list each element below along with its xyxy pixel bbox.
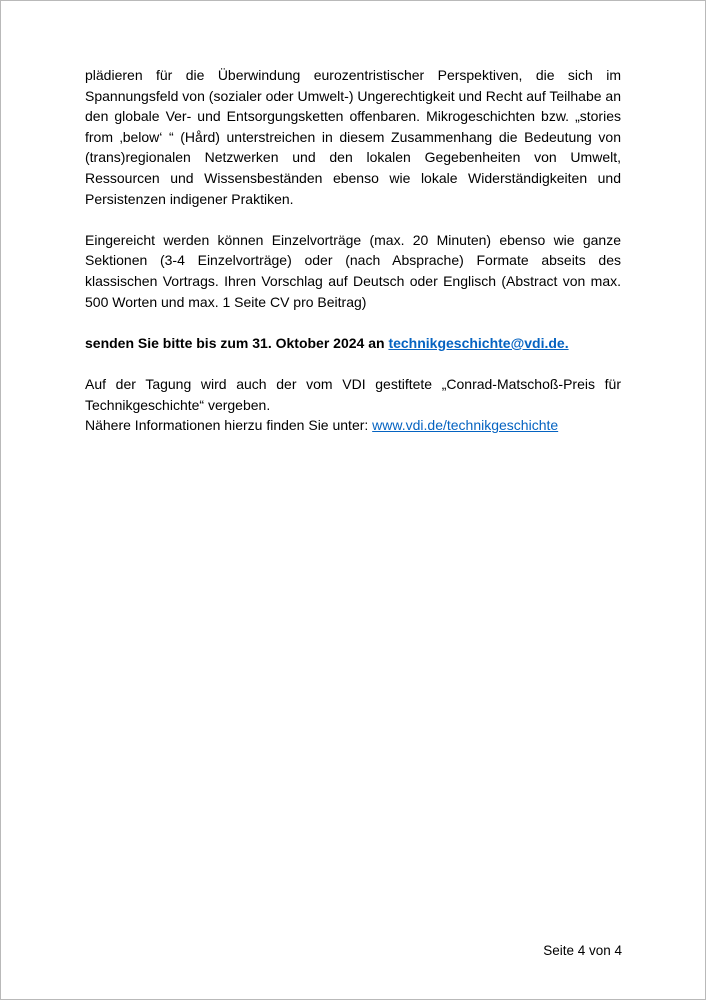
deadline-line (85, 333, 621, 354)
deadline-bold-text: senden Sie bitte bis zum 31. Oktober 2024 an (85, 334, 389, 351)
email-link[interactable]: technikgeschichte@vdi.de. (388, 334, 569, 351)
paragraph-prize (85, 374, 621, 436)
info-prefix-text: Nähere Informationen hierzu finden Sie unter: (85, 417, 373, 434)
paragraph-submission-info: Eingereicht werden können Einzelvorträge (max. 20 Minuten) ebenso wie ganze Sektionen (3-4 Einzelvorträge) oder (nach Absprache) Formate abseits des klassischen Vortrags. Ihren Vorschlag auf Deutsch oder Englisch (Abstract von max. 500 Worten und max. 1 Seite CV pro Beitrag) (85, 231, 621, 310)
page-number: Seite 4 von 4 (543, 943, 622, 958)
paragraph-perspectives: plädieren für die Überwindung eurozentristischer Perspektiven, die sich im Spannungsfeld von (sozialer oder Umwelt-) Ungerechtigkeit und Recht auf Teilhabe an den globale Ver- und Entsorgungsketten offenbaren. Mikrogeschichten bzw. „stories from ‚below‘ “ (Hård) unterstreichen in diesem Zusammenhang die Bedeutung von (trans)regionalen Netzwerken und den lokalen Gegebenheiten von Umwelt, Ressourcen und Wissensbeständen ebenso wie lokale Widerständigkeiten und Persistenzen indigener Praktiken. (85, 67, 621, 207)
info-line (85, 415, 621, 436)
website-link[interactable]: www.vdi.de/technikgeschichte (372, 417, 559, 434)
document-body (85, 65, 621, 456)
prize-sentence: Auf der Tagung wird auch der vom VDI gestiftete „Conrad-Matschoß-Preis für Technikgeschichte“ vergeben. (85, 375, 621, 413)
